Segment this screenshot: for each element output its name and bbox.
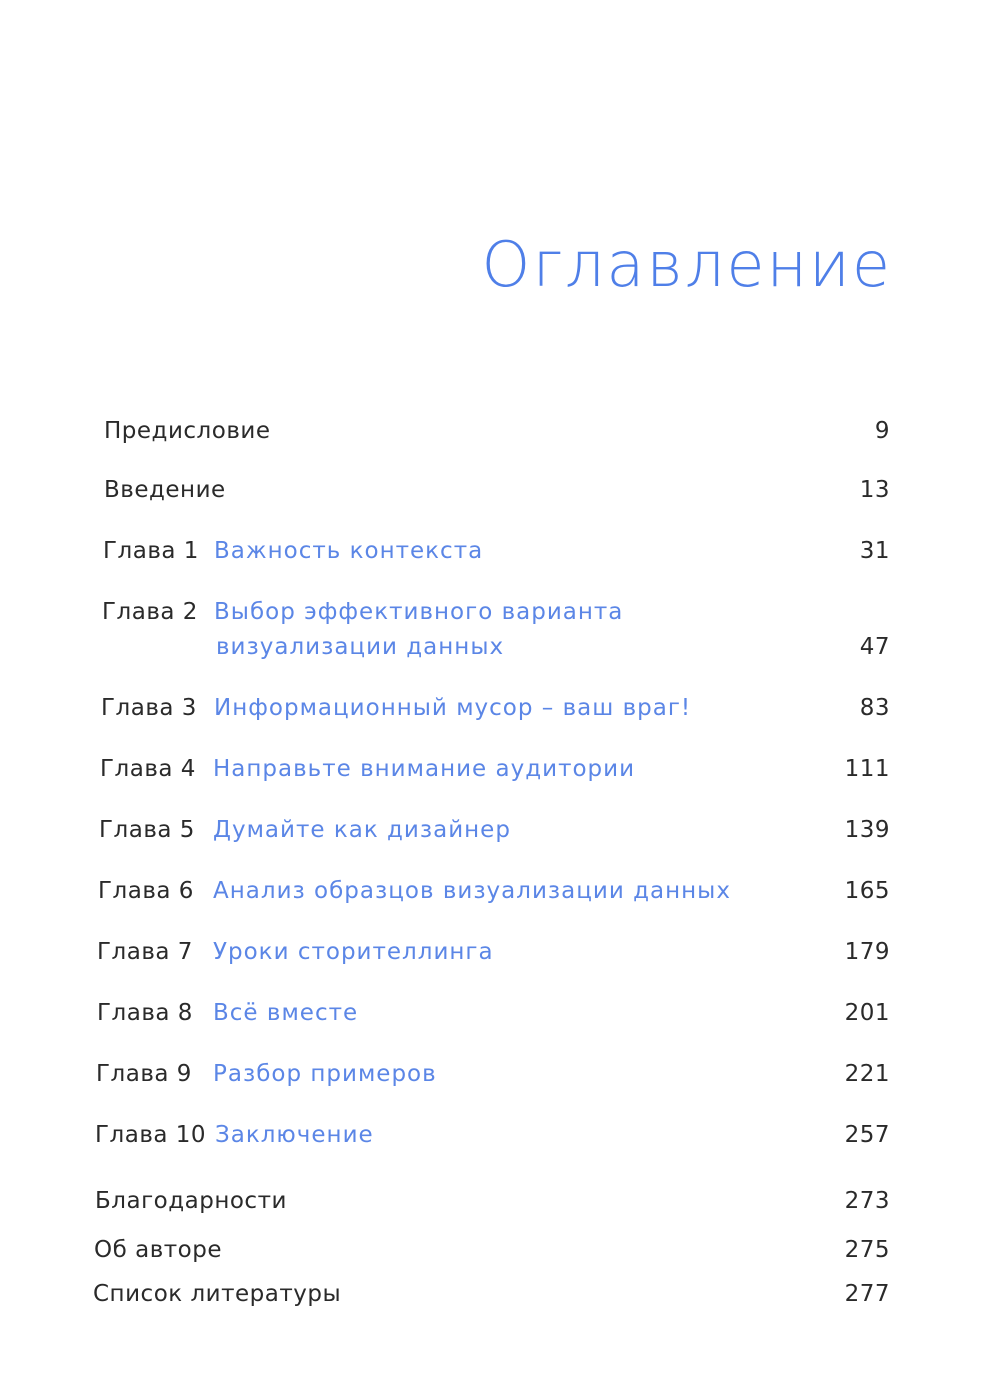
chapter-title: Анализ образцов визуализации данных [213,878,731,904]
chapter-title-line-1: Выбор эффективного варианта [214,599,624,625]
toc-entry-label: Список литературы [93,1281,342,1307]
toc-page-number: 179 [844,939,890,965]
chapter-title: Уроки сторителлинга [213,939,494,965]
chapter-label: Глава 6 [98,878,194,904]
toc-page-number: 9 [874,418,890,444]
toc-page-number: 275 [844,1237,890,1263]
chapter-title: Заключение [215,1122,374,1148]
toc-page-number: 139 [844,817,890,843]
chapter-title: Думайте как дизайнер [213,817,511,843]
toc-page-number: 165 [844,878,890,904]
chapter-title: Всё вместе [213,1000,359,1026]
toc-page-number: 221 [844,1061,890,1087]
toc-page-number: 47 [859,634,890,660]
toc-page-number: 201 [844,1000,890,1026]
toc-page-number: 13 [859,477,890,503]
toc-entry-label: Благодарности [95,1188,287,1214]
chapter-title-line-2: визуализации данных [216,634,505,660]
chapter-label: Глава 1 [103,538,199,564]
page-title: Оглавление [481,228,892,301]
chapter-title: Направьте внимание аудитории [213,756,636,782]
chapter-title: Важность контекста [214,538,484,564]
chapter-label: Глава 3 [101,695,197,721]
toc-page-number: 111 [844,756,890,782]
toc-page-number: 31 [859,538,890,564]
chapter-label: Глава 2 [102,599,198,625]
chapter-label: Глава 4 [100,756,196,782]
toc-entry-label: Об авторе [94,1237,222,1263]
chapter-label: Глава 9 [96,1061,192,1087]
toc-entry-label: Предисловие [104,418,271,444]
chapter-label: Глава 10 [95,1122,207,1148]
chapter-title: Информационный мусор – ваш враг! [214,695,692,721]
toc-page-number: 273 [844,1188,890,1214]
chapter-label: Глава 5 [99,817,195,843]
chapter-title: Разбор примеров [213,1061,437,1087]
toc-page-number: 277 [844,1281,890,1307]
toc-entry-label: Введение [104,477,226,503]
chapter-label: Глава 7 [97,939,193,965]
toc-page-number: 83 [859,695,890,721]
toc-page-number: 257 [844,1122,890,1148]
chapter-label: Глава 8 [97,1000,193,1026]
